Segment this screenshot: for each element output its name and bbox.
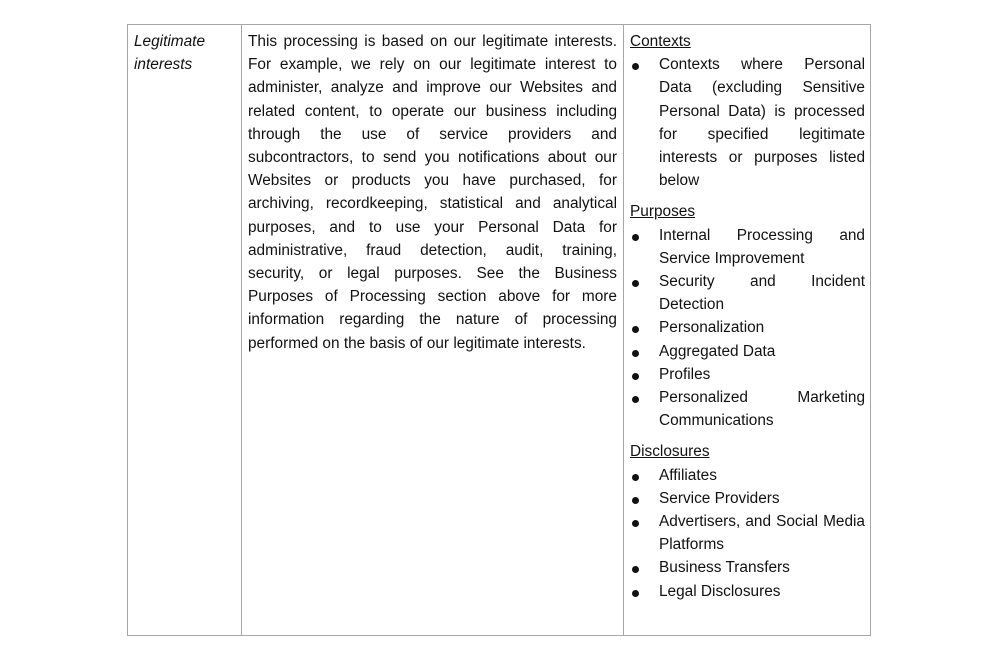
list-item: Service Providers <box>630 487 865 510</box>
list-item: Internal Processing and Service Improvement <box>630 224 865 270</box>
list-item: Legal Disclosures <box>630 580 865 603</box>
list-item: Affiliates <box>630 464 865 487</box>
disclosures-list <box>630 464 865 603</box>
details-cell <box>624 25 870 635</box>
legal-basis-cell <box>128 25 242 635</box>
description-text: This processing is based on our legitimate interests. For example, we rely on our legitimate interest to administer, analyze and improve our Websites and related content, to operate our business including through the use of service providers and subcontractors, to send you notifications about our Websites or products you have purchased, for archiving, recordkeeping, statistical and analytical purposes, and to use your Personal Data for administrative, fraud detection, audit, training, security, or legal purposes. See the Business Purposes of Processing section above for more information regarding the nature of processing performed on the basis of our legitimate interests. <box>248 33 617 352</box>
list-item: Personalization <box>630 316 865 339</box>
list-item: Contexts where Personal Data (excluding Sensitive Personal Data) is processed for specified legitimate interests or purposes listed below <box>630 53 865 192</box>
description-cell <box>242 25 624 635</box>
list-item: Security and Incident Detection <box>630 270 865 316</box>
disclosures-heading: Disclosures <box>630 443 710 461</box>
contexts-list <box>630 53 865 192</box>
list-item: Business Transfers <box>630 556 865 579</box>
purposes-list <box>630 224 865 433</box>
purposes-heading: Purposes <box>630 203 696 221</box>
legal-basis-title-line2: interests <box>134 56 193 74</box>
list-item: Aggregated Data <box>630 340 865 363</box>
list-item: Personalized Marketing Communications <box>630 386 865 432</box>
legal-basis-table <box>127 24 871 636</box>
list-item: Advertisers, and Social Media Platforms <box>630 510 865 556</box>
contexts-heading: Contexts <box>630 33 691 50</box>
list-item: Profiles <box>630 363 865 386</box>
legal-basis-title-line1: Legitimate <box>134 33 206 50</box>
